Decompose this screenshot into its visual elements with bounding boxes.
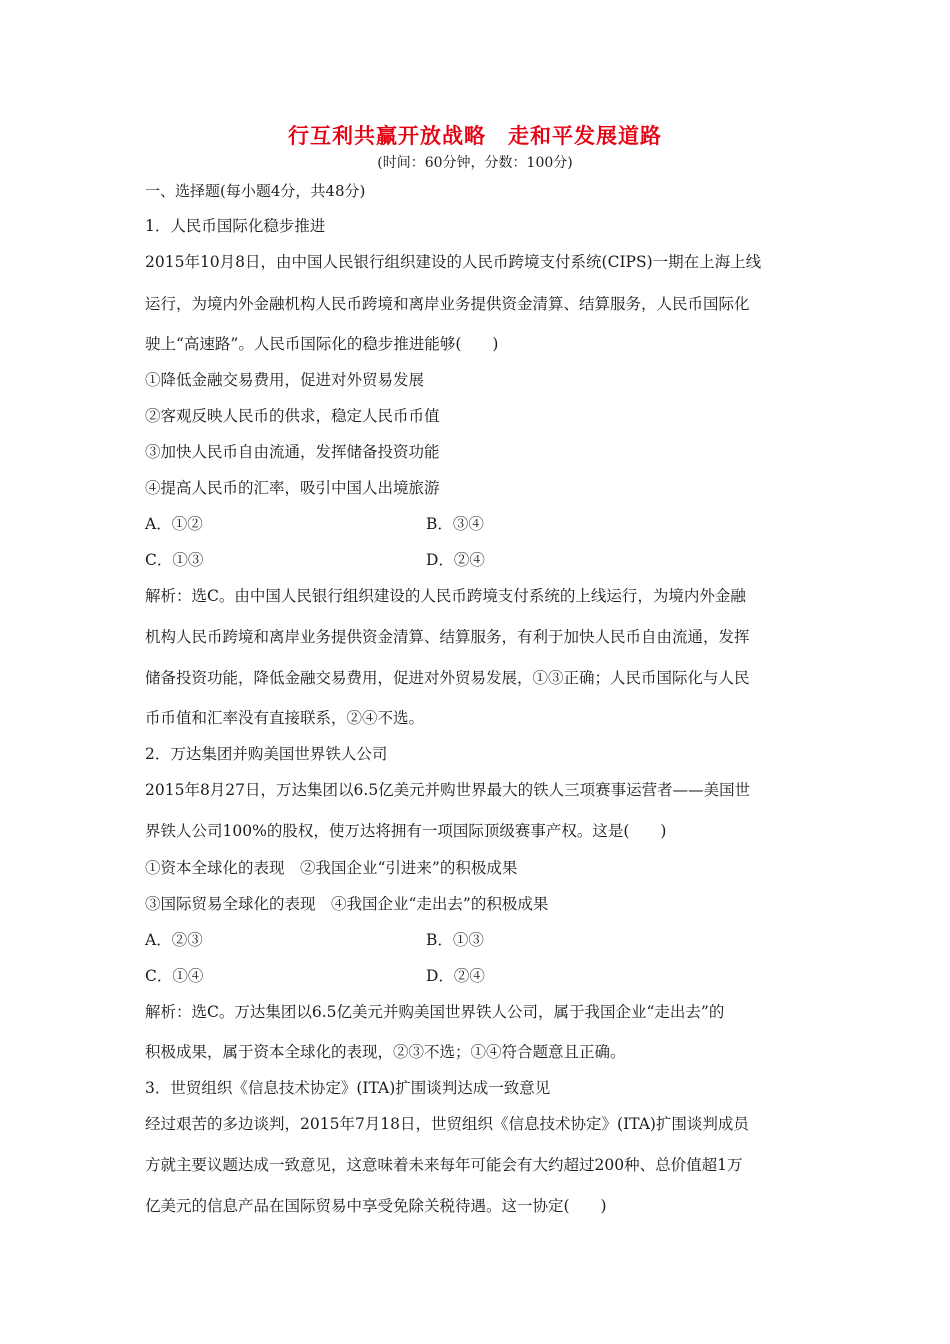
q1-option-c: C．①③ [145, 551, 204, 569]
q1-analysis-line: 机构人民币跨境和离岸业务提供资金清算、结算服务，有利于加快人民币自由流通，发挥 [145, 628, 750, 646]
q2-option-b: B．①③ [426, 931, 484, 949]
q2-item: ①资本全球化的表现 ②我国企业“引进来”的积极成果 [145, 859, 518, 877]
q3-stem-line: 经过艰苦的多边谈判，2015年7月18日，世贸组织《信息技术协定》(ITA)扩围谈判成员 [145, 1115, 749, 1133]
q2-analysis-line: 积极成果，属于资本全球化的表现，②③不选；①④符合题意且正确。 [145, 1043, 626, 1061]
q1-item: ②客观反映人民币的供求，稳定人民币币值 [145, 407, 440, 425]
q2-item: ③国际贸易全球化的表现 ④我国企业“走出去”的积极成果 [145, 895, 549, 913]
q2-stem-line: 界铁人公司100%的股权，使万达将拥有一项国际顶级赛事产权。这是( ) [145, 822, 667, 840]
q2-option-a: A．②③ [145, 931, 203, 949]
q1-analysis-line: 币币值和汇率没有直接联系，②④不选。 [145, 709, 425, 727]
q1-stem-line: 驶上“高速路”。人民币国际化的稳步推进能够( ) [145, 335, 499, 353]
q1-item: ①降低金融交易费用，促进对外贸易发展 [145, 371, 425, 389]
q2-option-d: D．②④ [426, 967, 485, 985]
q3-stem-line: 亿美元的信息产品在国际贸易中享受免除关税待遇。这一协定( ) [145, 1197, 607, 1215]
q1-heading: 1．人民币国际化稳步推进 [145, 217, 326, 235]
q1-analysis-line: 解析：选C。由中国人民银行组织建设的人民币跨境支付系统的上线运行，为境内外金融 [145, 587, 746, 605]
q3-heading: 3．世贸组织《信息技术协定》(ITA)扩围谈判达成一致意见 [145, 1079, 551, 1097]
q1-option-b: B．③④ [426, 515, 484, 533]
q2-analysis-line: 解析：选C。万达集团以6.5亿美元并购美国世界铁人公司，属于我国企业“走出去”的 [145, 1003, 725, 1021]
q3-stem-line: 方就主要议题达成一致意见，这意味着未来每年可能会有大约超过200种、总价值超1万 [145, 1156, 743, 1174]
q1-item: ④提高人民币的汇率，吸引中国人出境旅游 [145, 479, 440, 497]
document-title: 行互利共赢开放战略 走和平发展道路 [288, 124, 662, 148]
q1-stem-line: 2015年10月8日，由中国人民银行组织建设的人民币跨境支付系统(CIPS)一期在上海上线 [145, 253, 762, 271]
q1-option-d: D．②④ [426, 551, 485, 569]
q2-option-c: C．①④ [145, 967, 204, 985]
q1-analysis-line: 储备投资功能，降低金融交易费用，促进对外贸易发展，①③正确；人民币国际化与人民 [145, 669, 750, 687]
q1-stem-line: 运行，为境内外金融机构人民币跨境和离岸业务提供资金清算、结算服务，人民币国际化 [145, 295, 750, 313]
section-heading: 一、选择题(每小题4分，共48分) [145, 182, 366, 200]
q2-stem-line: 2015年8月27日，万达集团以6.5亿美元并购世界最大的铁人三项赛事运营者——美国世 [145, 781, 751, 799]
document-subtitle: (时间：60分钟，分数：100分) [377, 155, 573, 171]
q2-heading: 2．万达集团并购美国世界铁人公司 [145, 745, 388, 763]
q1-item: ③加快人民币自由流通，发挥储备投资功能 [145, 443, 440, 461]
q1-option-a: A．①② [145, 515, 203, 533]
